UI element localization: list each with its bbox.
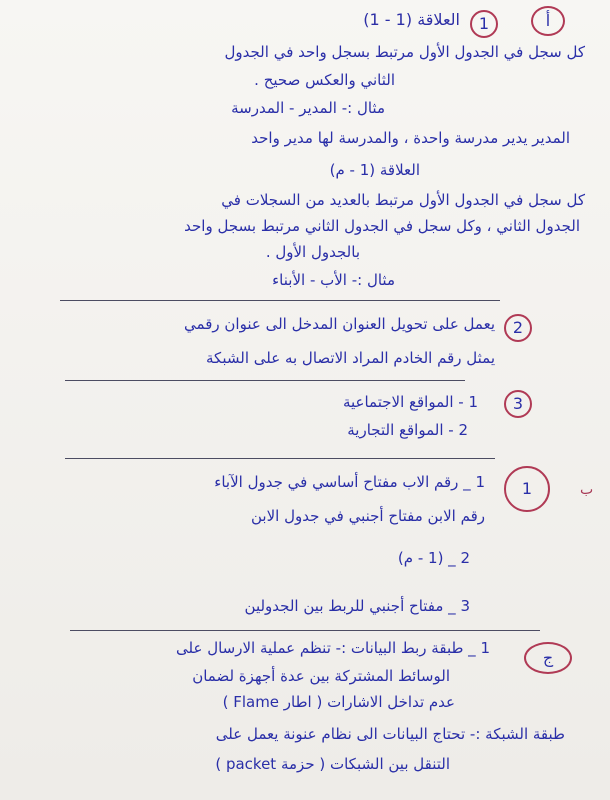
answer-line: يمثل رقم الخادم المراد الاتصال به على الشبكة: [206, 349, 495, 367]
answer-line: 1 - المواقع الاجتماعية: [342, 393, 478, 411]
answer-line: 2 _ (1 - م): [397, 549, 470, 567]
answer-line: التنقل بين الشبكات ( حزمة packet ): [215, 755, 450, 773]
relation-1-m-title: العلاقة (1 - م): [329, 161, 420, 179]
answer-line: 3 _ مفتاح أجنبي للربط بين الجدولين: [244, 597, 470, 615]
relation-1-1-title: العلاقة (1 - 1): [363, 10, 460, 29]
section-a-label: أ: [531, 6, 565, 36]
answer-line: يعمل على تحويل العنوان المدخل الى عنوان رقمي: [184, 315, 495, 333]
divider: [65, 458, 495, 459]
answer-line: عدم تداخل الاشارات ( اطار Flame ): [222, 693, 455, 711]
section-c-label: ج: [524, 642, 572, 674]
divider: [60, 300, 500, 301]
answer-line: 1 _ رقم الاب مفتاح أساسي في جدول الآباء: [214, 473, 485, 491]
answer-line: كل سجل في الجدول الأول مرتبط بسجل واحد في الجدول: [224, 43, 585, 61]
divider: [70, 630, 540, 631]
answer-line: طبقة الشبكة :- تحتاج البيانات الى نظام عنونة يعمل على: [215, 725, 565, 743]
section-b-label: ب: [580, 482, 594, 498]
answer-line: 1 _ طبقة ربط البيانات :- تنظم عملية الارسال على: [176, 639, 490, 657]
answer-line: مثال :- المدير - المدرسة: [231, 99, 385, 117]
answer-line: بالجدول الأول .: [265, 243, 360, 261]
answer-line: الجدول الثاني ، وكل سجل في الجدول الثاني مرتبط بسجل واحد: [184, 217, 580, 235]
answer-line: مثال :- الأب - الأبناء: [272, 271, 395, 289]
question-3-number: 3: [504, 390, 532, 418]
answer-line: الثاني والعكس صحيح .: [254, 71, 395, 89]
answer-line: كل سجل في الجدول الأول مرتبط بالعديد من السجلات في: [221, 191, 585, 209]
answer-line: الوسائط المشتركة بين عدة أجهزة لضمان: [192, 667, 450, 685]
answer-line: المدير يدير مدرسة واحدة ، والمدرسة لها مدير واحد: [251, 129, 570, 147]
question-2-number: 2: [504, 314, 532, 342]
question-1-number: 1: [470, 10, 498, 38]
divider: [65, 380, 465, 381]
section-b-number: 1: [504, 466, 550, 512]
answer-line: رقم الابن مفتاح أجنبي في جدول الابن: [251, 507, 485, 525]
answer-line: 2 - المواقع التجارية: [347, 421, 468, 439]
